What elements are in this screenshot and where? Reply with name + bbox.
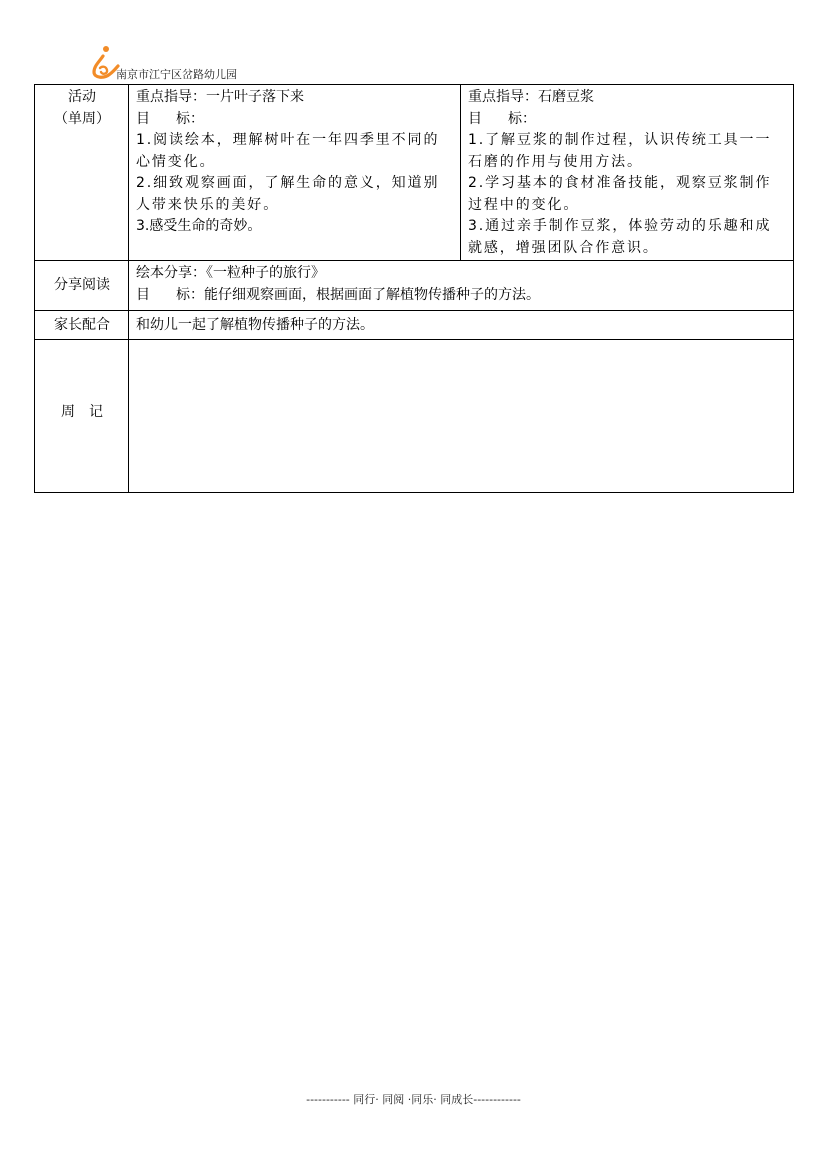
activity-label: 活动 <box>68 89 96 105</box>
weekly-notes-row <box>35 340 794 493</box>
reading-goal: 目 标：能仔细观察画面，根据画面了解植物传播种子的方法。 <box>136 286 540 303</box>
activity-left-title: 重点指导：一片叶子落下来 <box>136 89 304 105</box>
parent-row <box>35 311 794 340</box>
parent-label: 家长配合 <box>35 311 129 340</box>
page-header <box>90 44 390 80</box>
activity-right-cell <box>461 85 794 261</box>
activity-left-goal-1: 1.阅读绘本，理解树叶在一年四季里不同的心情变化。 <box>136 132 440 170</box>
activity-right-goal-2: 2.学习基本的食材准备技能，观察豆浆制作过程中的变化。 <box>468 175 772 213</box>
weekly-plan-table <box>34 84 794 493</box>
activity-right-goal-label: 目 标： <box>468 110 536 127</box>
parent-text: 和幼儿一起了解植物传播种子的方法。 <box>129 311 794 340</box>
reading-row <box>35 261 794 311</box>
activity-row <box>35 85 794 261</box>
reading-cell <box>129 261 794 311</box>
weekly-notes-cell[interactable] <box>129 340 794 493</box>
school-name: 南京市江宁区岔路幼儿园 <box>116 68 237 81</box>
activity-left-goal-label: 目 标： <box>136 110 204 127</box>
reading-label: 分享阅读 <box>35 261 129 311</box>
activity-right-title: 重点指导：石磨豆浆 <box>468 89 594 105</box>
activity-label-cell <box>35 85 129 261</box>
activity-left-cell <box>129 85 461 261</box>
activity-left-goal-2: 2.细致观察画面，了解生命的意义，知道别人带来快乐的美好。 <box>136 175 440 213</box>
weekly-label: 周 记 <box>35 340 129 493</box>
reading-title: 绘本分享：《一粒种子的旅行》 <box>136 265 325 281</box>
activity-right-goal-1: 1.了解豆浆的制作过程，认识传统工具一一石磨的作用与使用方法。 <box>468 132 772 170</box>
activity-right-goal-3: 3.通过亲手制作豆浆，体验劳动的乐趣和成就感，增强团队合作意识。 <box>468 218 772 256</box>
page-footer: ----------- 同行· 同阅 ·同乐· 同成长------------ <box>306 1093 521 1106</box>
activity-sublabel: （单周） <box>54 110 110 127</box>
activity-left-goal-3: 3.感受生命的奇妙。 <box>136 218 262 234</box>
